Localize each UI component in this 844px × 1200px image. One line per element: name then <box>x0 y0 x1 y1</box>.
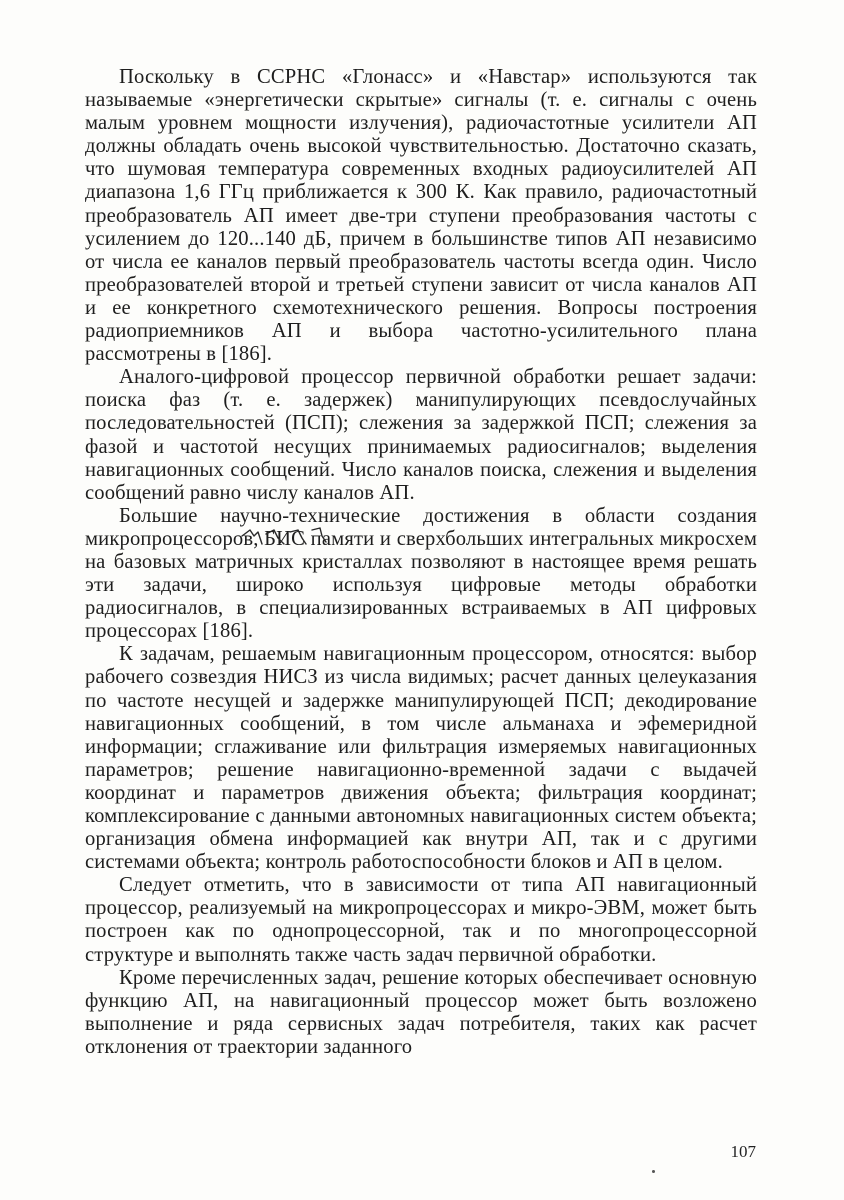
paragraph-3: Большие научно-технические достижения в области создания микропроцессоров, БИС памяти и сверхбольших интегральных микросхем на базовых матричных кристаллах позволяют в настоящее время решать эти задачи, широко используя цифровые методы обработки радиосигналов, в специализированных встраиваемых в АП цифровых процессорах [186]. <box>85 504 757 643</box>
paragraph-2: Аналого-цифровой процессор первичной обработки решает задачи: поиска фаз (т. е. задержек) манипулирующих псевдослучайных последовательностей (ПСП); слежения за задержкой ПСП; слежения за фазой и частотой несущих принимаемых радиосигналов; выделения навигационных сообщений. Число каналов поиска, слежения и выделения сообщений равно числу каналов АП. <box>85 366 757 504</box>
paragraph-1: Поскольку в ССРНС «Глонасс» и «Навстар» используются так называемые «энергетически скрытые» сигналы (т. е. сигналы с очень малым уровнем мощности излучения), радиочастотные усилители АП должны обладать очень высокой чувствительностью. Достаточно сказать, что шумовая температура современных входных радиоусилителей АП диапазона 1,6 ГГц приближается к 300 К. Как правило, радиочастотный преобразователь АП имеет две-три ступени преобразования частоты с усилением до 120...140 дБ, причем в большинстве типов АП независимо от числа ее каналов первый преобразователь частоты всегда один. Число преобразователей второй и третьей ступени зависит от числа каналов АП и ее конкретного схемотехнического решения. Вопросы построения радиоприемников АП и выбора частотно-усилительного плана рассмотрены в [186]. <box>85 66 757 366</box>
body-text <box>85 66 757 1059</box>
page-number: 107 <box>730 1142 756 1161</box>
paragraph-6: Кроме перечисленных задач, решение которых обеспечивает основную функцию АП, на навигационный процессор может быть возложено выполнение и ряда сервисных задач потребителя, таких как расчет отклонения от траектории заданного <box>85 966 757 1058</box>
paragraph-4: К задачам, решаемым навигационным процессором, относятся: выбор рабочего созвездия НИСЗ из числа видимых; расчет данных целеуказания по частоте несущей и задержке манипулирующей ПСП; декодирование навигационных сообщений, в том числе альманаха и эфемеридной информации; сглаживание или фильтрация измеряемых навигационных параметров; решение навигационно-временной задачи с выдачей координат и параметров движения объекта; фильтрация координат; комплексирование с данными автономных навигационных систем объекта; организация обмена информацией как внутри АП, так и с другими системами объекта; контроль работоспособности блоков и АП в целом. <box>85 643 757 874</box>
print-speck <box>652 1170 655 1173</box>
pen-scribble-mark <box>240 522 340 552</box>
paragraph-5: Следует отметить, что в зависимости от типа АП навигационный процессор, реализуемый на микропроцессорах и микро-ЭВМ, может быть построен как по однопроцессорной, так и по многопроцессорной структуре и выполнять также часть задач первичной обработки. <box>85 874 757 966</box>
